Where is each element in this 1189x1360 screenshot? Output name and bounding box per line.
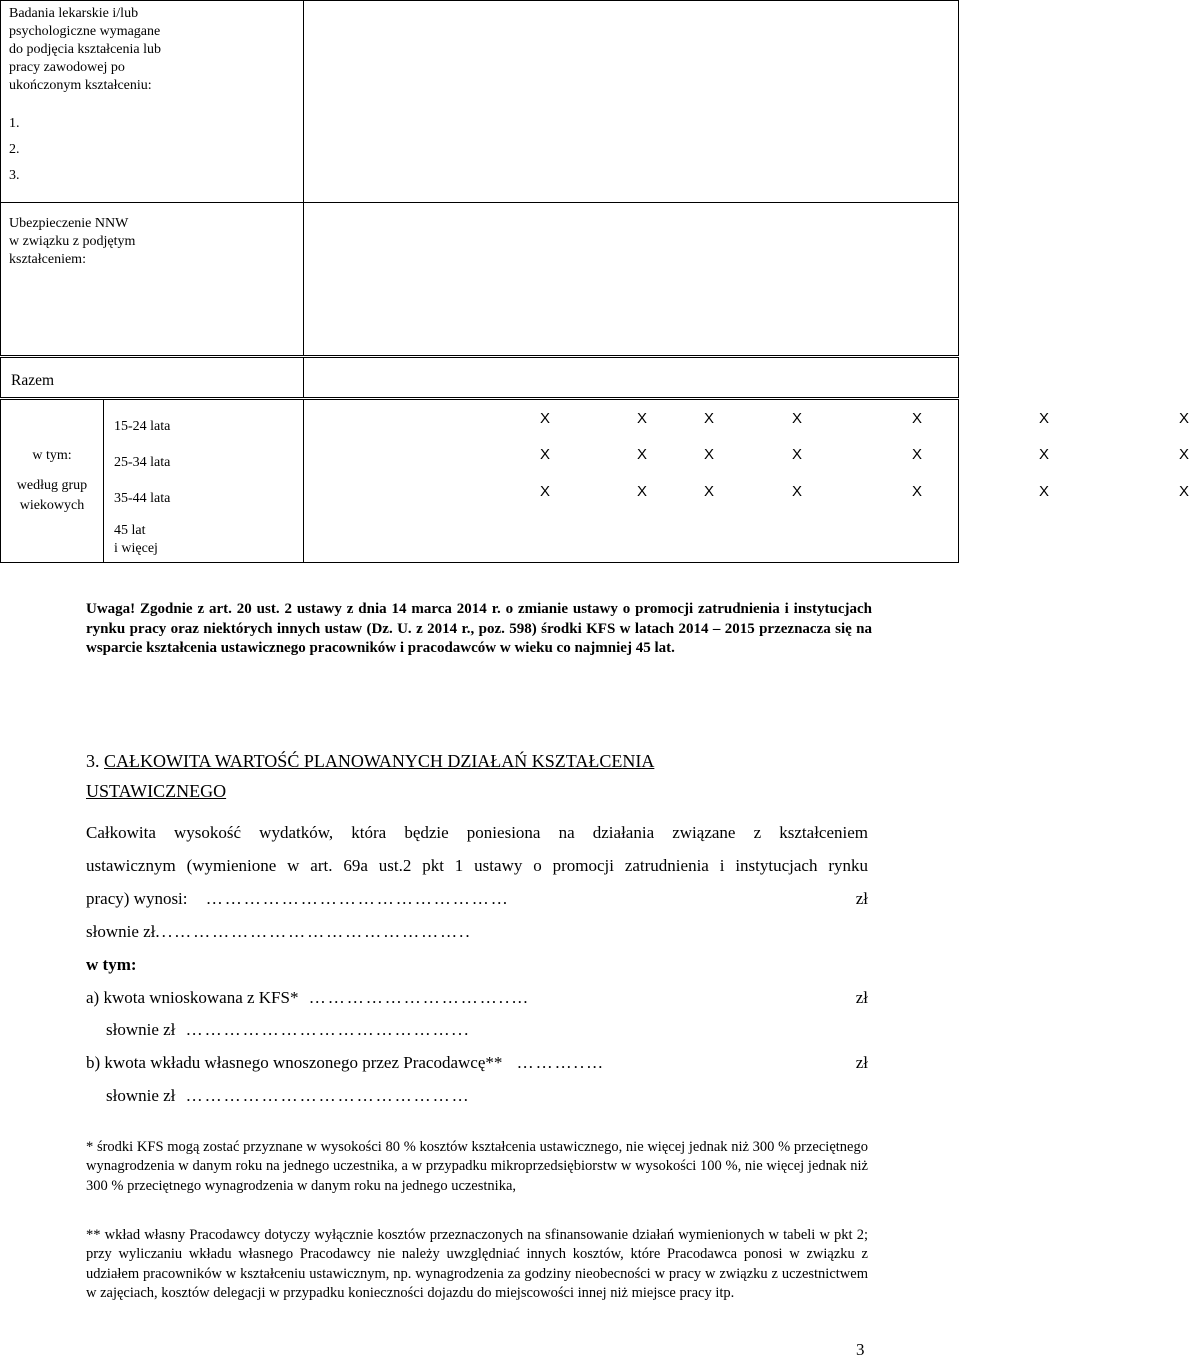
page-number: 3 [856, 1340, 865, 1359]
age-group-25-34: 25-34 lata [114, 455, 171, 470]
x-mark: X [1179, 446, 1189, 463]
x-mark: X [540, 446, 551, 463]
section-3-para-line2: ustawicznym (wymienione w art. 69a ust.2 pkt 1 ustawy o promocji zatrudnienia i instytucjach rynku [86, 856, 868, 875]
medical-item: 2. [9, 142, 20, 157]
medical-label-cell [1, 1, 304, 203]
age-group-45-plus: 45 lat i więcej [114, 523, 158, 556]
medical-item: 1. [9, 116, 20, 131]
x-mark: X [704, 446, 715, 463]
age-groups-row [1, 399, 959, 563]
x-mark: X [540, 483, 551, 500]
x-mark: X [912, 446, 923, 463]
age-x-grid [304, 399, 1189, 563]
x-mark: X [912, 410, 923, 427]
x-mark: X [1039, 410, 1050, 427]
x-mark: X [540, 410, 551, 427]
medical-value-cell[interactable] [304, 1, 959, 203]
total-words-line: słownie zł...……………………………………….. [86, 922, 472, 941]
age-group-15-24: 15-24 lata [114, 419, 171, 434]
x-mark: X [792, 446, 803, 463]
uwaga-note: Uwaga! Zgodnie z art. 20 ust. 2 ustawy z dnia 14 marca 2014 r. o zmianie ustawy o promocji zatrudnienia i instytucjach rynku pracy oraz niektórych innych ustaw (Dz. U. z 2014 r., poz. 598) środki KFS w latach 2014 – 2015 przeznacza się na wsparcie kształcenia ustawicznego pracowników i pracodawców w wieku co najmniej 45 lat. [86, 601, 872, 656]
footnote-2: ** wkład własny Pracodawcy dotyczy wyłącznie kosztów przeznaczonych na sfinansowanie działań wymienionych w tabeli w pkt 2; przy wyliczaniu wkładu własnego Pracodawcy nie należy uwzględniać innych kosztów, które Pracodawca ponosi w związku z udziałem pracowników w kształceniu ustawicznym, np. wynagrodzenia za godziny nieobecności w pracy w związku z uczestnictwem w zajęciach, kosztów delegacji w przypadku konieczności dojazdu do miejscowości innej niż miejsce pracy itp. [86, 1227, 868, 1301]
medical-items [9, 115, 303, 185]
own-words-field[interactable]: ……………………………………… [185, 1086, 471, 1105]
kfs-words-line: słownie zł ……………………………………... [106, 1020, 471, 1039]
x-mark: X [792, 410, 803, 427]
medical-row [1, 1, 959, 203]
x-mark: X [1039, 446, 1050, 463]
x-mark: X [1039, 483, 1050, 500]
x-mark: X [637, 446, 648, 463]
nnw-value-cell[interactable] [304, 203, 959, 357]
medical-item: 3. [9, 168, 20, 183]
razem-row [1, 357, 959, 399]
total-amount-line: pracy) wynosi: ………………………………………… zł [86, 889, 868, 908]
age-group-35-44: 35-44 lata [114, 491, 171, 506]
x-mark: X [704, 410, 715, 427]
kfs-amount-field[interactable]: …………………………..… [308, 988, 531, 1007]
total-amount-field[interactable]: ………………………………………… [205, 889, 510, 908]
x-mark: X [637, 410, 648, 427]
x-row-25-34 [304, 446, 1189, 464]
medical-label: Badania lekarskie i/lub psychologiczne wymagane do podjęcia kształcenia lub pracy zawodowej po ukończonym kształceniu: [9, 6, 161, 93]
kfs-amount-line: a) kwota wnioskowana z KFS* …………………………..… zł [86, 988, 868, 1007]
nnw-label-cell: Ubezpieczenie NNW w związku z podjętym kształceniem: [1, 203, 304, 357]
x-mark: X [1179, 410, 1189, 427]
x-row-35-44 [304, 483, 1189, 501]
x-mark: X [912, 483, 923, 500]
x-mark: X [792, 483, 803, 500]
cost-table [0, 0, 1189, 563]
wtym-label-cell: w tym: według grup wiekowych [1, 399, 104, 563]
razem-label: Razem [1, 357, 304, 399]
own-contribution-field[interactable]: ………..… [516, 1053, 606, 1072]
total-words-field[interactable]: ...……………………………………….. [155, 922, 472, 941]
x-row-15-24 [304, 410, 1189, 428]
section-3-para-line1: Całkowita wysokość wydatków, która będzie poniesiona na działania związane z kształceniem [86, 823, 868, 842]
kfs-words-field[interactable]: ……………………………………... [185, 1020, 471, 1039]
wtym-label: w tym: [86, 955, 137, 974]
razem-value-cell[interactable] [304, 357, 959, 399]
nnw-row [1, 203, 959, 357]
age-groups-cell [104, 399, 304, 563]
x-mark: X [1179, 483, 1189, 500]
section-3-title: 3. CAŁKOWITA WARTOŚĆ PLANOWANYCH DZIAŁAŃ KSZTAŁCENIA USTAWICZNEGO [86, 751, 655, 801]
x-mark: X [637, 483, 648, 500]
x-mark: X [704, 483, 715, 500]
own-contribution-line: b) kwota wkładu własnego wnoszonego przez Pracodawcę** ………..… zł [86, 1053, 868, 1072]
footnote-1: * środki KFS mogą zostać przyznane w wysokości 80 % kosztów kształcenia ustawicznego, nie więcej jednak niż 300 % przeciętnego wynagrodzenia w danym roku na jednego uczestnika, a w przypadku mikroprzedsiębiorstw w wysokości 100 %, nie więcej jednak niż 300 % przeciętnego wynagrodzenia w danym roku na jednego uczestnika, [86, 1139, 868, 1194]
own-words-line: słownie zł ……………………………………… [106, 1086, 471, 1105]
